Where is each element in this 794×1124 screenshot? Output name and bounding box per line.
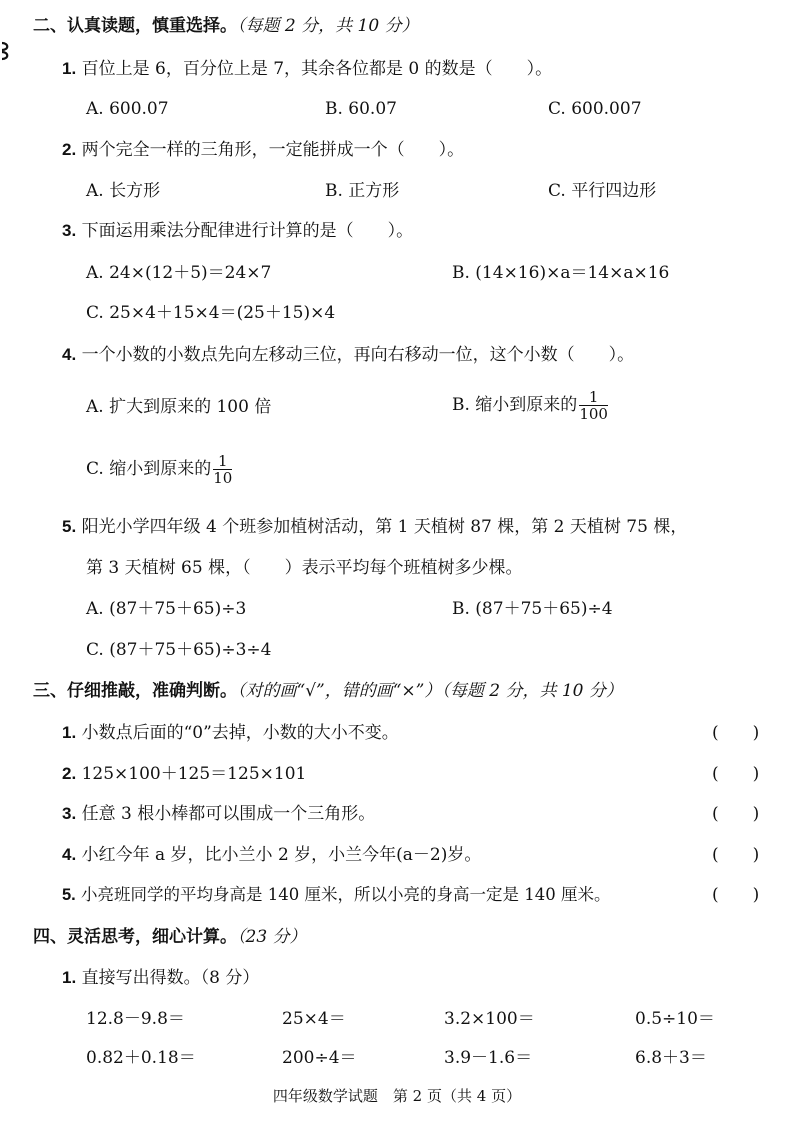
calc-1-1[interactable]: 12.8－9.8＝ — [86, 1009, 185, 1029]
fraction — [579, 389, 608, 422]
calc-2-1[interactable]: 0.82＋0.18＝ — [86, 1048, 196, 1068]
s2-q4-option-c[interactable] — [86, 451, 232, 487]
s2-q5-option-a[interactable]: A. (87＋75＋65)÷3 — [86, 599, 247, 619]
s3-item-3 — [62, 803, 375, 825]
question-number: 3. — [62, 221, 77, 240]
question-number: 5. — [62, 886, 76, 904]
fraction-numerator: 1 — [579, 389, 608, 406]
statement-text: 125×100＋125＝125×101 — [81, 764, 307, 784]
s2-q1-option-c[interactable]: C. 600.007 — [548, 99, 642, 119]
question-number: 1. — [62, 59, 77, 78]
question-text: 下面运用乘法分配律进行计算的是（ ）。 — [81, 221, 414, 241]
s2-q2-option-c[interactable]: C. 平行四边形 — [548, 181, 657, 201]
question-text-line-1: 阳光小学四年级 4 个班参加植树活动，第 1 天植树 87 棵，第 2 天植树 75 棵， — [81, 517, 688, 537]
answer-box-2[interactable]: ( ) — [712, 764, 760, 784]
section-4-title: 四、灵活思考，细心计算。 — [33, 927, 237, 947]
answer-box-4[interactable]: ( ) — [712, 845, 760, 865]
s3-item-4 — [62, 844, 481, 866]
s2-q5-option-b[interactable]: B. (87＋75＋65)÷4 — [452, 599, 613, 619]
fraction — [213, 453, 232, 486]
s3-item-1 — [62, 722, 399, 744]
calc-1-2[interactable]: 25×4＝ — [282, 1009, 346, 1029]
question-number: 3. — [62, 804, 77, 823]
question-number: 4. — [62, 845, 77, 864]
question-number: 2. — [62, 764, 77, 783]
section-3-title: 三、仔细推敲，准确判断。 — [33, 681, 237, 701]
s3-item-5 — [62, 884, 610, 906]
s2-q3 — [62, 220, 413, 242]
statement-text: 小红今年 a 岁，比小兰小 2 岁，小兰今年(a－2)岁。 — [81, 845, 482, 865]
section-2-note: （每题 2 分，共 10 分） — [237, 16, 419, 36]
s2-q2-option-a[interactable]: A. 长方形 — [86, 181, 161, 201]
s2-q5 — [62, 516, 687, 538]
question-number: 5. — [62, 517, 77, 536]
calc-1-3[interactable]: 3.2×100＝ — [444, 1009, 535, 1029]
statement-text: 小数点后面的“0”去掉，小数的大小不变。 — [81, 723, 399, 743]
s2-q3-option-a[interactable]: A. 24×(12＋5)＝24×7 — [86, 263, 272, 283]
fraction-numerator: 1 — [213, 453, 232, 470]
option-text: C. 缩小到原来的 — [86, 459, 212, 479]
s2-q1 — [62, 58, 552, 80]
s2-q1-option-b[interactable]: B. 60.07 — [325, 99, 397, 119]
question-text: 直接写出得数。（8 分） — [81, 968, 260, 988]
s2-q2-option-b[interactable]: B. 正方形 — [325, 181, 400, 201]
question-number: 4. — [62, 345, 77, 364]
s2-q3-option-c[interactable]: C. 25×4＋15×4＝(25＋15)×4 — [86, 303, 336, 323]
s2-q5-option-c[interactable]: C. (87＋75＋65)÷3÷4 — [86, 640, 272, 660]
s2-q2 — [62, 139, 464, 161]
calc-2-3[interactable]: 3.9－1.6＝ — [444, 1048, 533, 1068]
answer-box-5[interactable]: ( ) — [712, 885, 760, 905]
calc-2-2[interactable]: 200÷4＝ — [282, 1048, 357, 1068]
fraction-denominator: 10 — [213, 469, 233, 487]
s4-q1 — [62, 967, 259, 989]
question-text: 两个完全一样的三角形，一定能拼成一个（ ）。 — [81, 140, 465, 160]
ring-binder-icon — [0, 40, 12, 62]
s2-q5-text-line-2: 第 3 天植树 65 棵，（ ）表示平均每个班植树多少棵。 — [86, 558, 523, 578]
section-3-heading — [33, 680, 623, 702]
s2-q1-option-a[interactable]: A. 600.07 — [86, 99, 169, 119]
s2-q3-option-b[interactable]: B. (14×16)×a＝14×a×16 — [452, 263, 670, 283]
statement-text: 任意 3 根小棒都可以围成一个三角形。 — [81, 804, 376, 824]
s2-q4-option-b[interactable] — [452, 387, 608, 423]
s2-q4-option-a[interactable]: A. 扩大到原来的 100 倍 — [86, 397, 272, 417]
option-text: B. 缩小到原来的 — [452, 395, 578, 415]
question-text: 百位上是 6，百分位上是 7，其余各位都是 0 的数是（ ）。 — [81, 59, 553, 79]
question-number: 1. — [62, 723, 77, 742]
section-3-note: （对的画“√”，错的画“×”）（每题 2 分，共 10 分） — [237, 681, 623, 701]
section-4-heading — [33, 926, 307, 948]
page-footer: 四年级数学试题 第 2 页（共 4 页） — [272, 1087, 522, 1105]
fraction-denominator: 100 — [579, 405, 608, 423]
calc-2-4[interactable]: 6.8＋3＝ — [635, 1048, 707, 1068]
section-4-note: （23 分） — [237, 927, 307, 947]
question-text: 一个小数的小数点先向左移动三位，再向右移动一位，这个小数（ ）。 — [81, 345, 635, 365]
question-number: 1. — [62, 968, 77, 987]
section-2-heading — [33, 15, 419, 37]
question-number: 2. — [62, 140, 77, 159]
answer-box-3[interactable]: ( ) — [712, 804, 760, 824]
calc-1-4[interactable]: 0.5÷10＝ — [635, 1009, 715, 1029]
s2-q4 — [62, 344, 634, 366]
answer-box-1[interactable]: ( ) — [712, 723, 760, 743]
section-2-title: 二、认真读题，慎重选择。 — [33, 16, 237, 36]
statement-text: 小亮班同学的平均身高是 140 厘米，所以小亮的身高一定是 140 厘米。 — [81, 885, 611, 904]
s3-item-2 — [62, 763, 306, 785]
